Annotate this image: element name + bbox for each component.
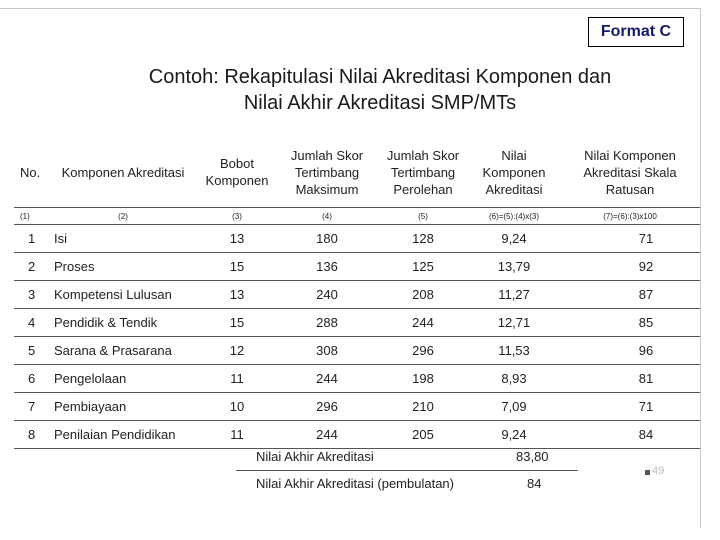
cell-nilai: 9,24 — [468, 225, 560, 253]
table-header-row — [14, 137, 700, 208]
header-perolehan: Jumlah Skor Tertimbang Perolehan — [386, 147, 460, 197]
header-ratusan: Nilai Komponen Akreditasi Skala Ratusan — [583, 147, 677, 197]
cell-nilai: 7,09 — [468, 393, 560, 421]
cell-nilai: 11,53 — [468, 337, 560, 365]
header-bobot: Bobot Komponen — [205, 156, 269, 188]
cell-ratusan: 84 — [560, 421, 700, 449]
cell-no: 6 — [14, 365, 48, 393]
table-body — [14, 225, 700, 449]
slide-frame-top — [0, 8, 700, 15]
col-number: (5) — [378, 208, 468, 225]
cell-maks: 308 — [276, 337, 378, 365]
cell-perolehan: 128 — [378, 225, 468, 253]
cell-perolehan: 208 — [378, 281, 468, 309]
col-number: (4) — [276, 208, 378, 225]
col-number: (2) — [48, 208, 198, 225]
cell-komponen: Pembiayaan — [48, 393, 198, 421]
cell-perolehan: 205 — [378, 421, 468, 449]
summary-divider — [236, 470, 578, 471]
cell-perolehan: 296 — [378, 337, 468, 365]
cell-komponen: Sarana & Prasarana — [48, 337, 198, 365]
cell-maks: 136 — [276, 253, 378, 281]
header-nilai: Nilai Komponen Akreditasi — [482, 147, 546, 197]
cell-no: 1 — [14, 225, 48, 253]
header-no: No. — [20, 164, 41, 180]
cell-ratusan: 85 — [560, 309, 700, 337]
cell-nilai: 9,24 — [468, 421, 560, 449]
col-number: (3) — [198, 208, 276, 225]
col-number: (6)=(5):(4)x(3) — [468, 208, 560, 225]
cell-komponen: Kompetensi Lulusan — [48, 281, 198, 309]
pembulatan-value: 84 — [527, 476, 542, 491]
page-bullet-icon — [645, 470, 650, 475]
cell-nilai: 8,93 — [468, 365, 560, 393]
pembulatan-label: Nilai Akhir Akreditasi (pembulatan) — [256, 476, 454, 491]
slide-frame-right — [700, 8, 701, 528]
cell-ratusan: 71 — [560, 393, 700, 421]
header-komponen: Komponen Akreditasi — [61, 164, 185, 180]
table-row — [14, 225, 700, 253]
cell-no: 4 — [14, 309, 48, 337]
cell-komponen: Isi — [48, 225, 198, 253]
nilai-akhir-label: Nilai Akhir Akreditasi — [256, 449, 374, 464]
table-row — [14, 337, 700, 365]
cell-maks: 244 — [276, 421, 378, 449]
title-line-2: Nilai Akhir Akreditasi SMP/MTs — [243, 92, 517, 114]
header-maks: Jumlah Skor Tertimbang Maksimum — [290, 147, 364, 197]
cell-nilai: 11,27 — [468, 281, 560, 309]
table-row — [14, 309, 700, 337]
rekap-table — [14, 137, 700, 449]
cell-komponen: Pengelolaan — [48, 365, 198, 393]
cell-maks: 288 — [276, 309, 378, 337]
page-number: 49 — [652, 465, 665, 477]
cell-no: 5 — [14, 337, 48, 365]
cell-bobot: 12 — [198, 337, 276, 365]
cell-no: 2 — [14, 253, 48, 281]
col-number: (1) — [14, 208, 48, 225]
cell-perolehan: 244 — [378, 309, 468, 337]
table-row — [14, 281, 700, 309]
cell-maks: 240 — [276, 281, 378, 309]
cell-ratusan: 71 — [560, 225, 700, 253]
table-row — [14, 421, 700, 449]
cell-ratusan: 92 — [560, 253, 700, 281]
cell-maks: 180 — [276, 225, 378, 253]
cell-ratusan: 81 — [560, 365, 700, 393]
page-title — [60, 64, 700, 116]
cell-perolehan: 125 — [378, 253, 468, 281]
cell-bobot: 13 — [198, 281, 276, 309]
table-row — [14, 365, 700, 393]
cell-bobot: 15 — [198, 253, 276, 281]
cell-komponen: Pendidik & Tendik — [48, 309, 198, 337]
title-line-1: Contoh: Rekapitulasi Nilai Akreditasi Komponen dan — [148, 66, 612, 88]
cell-maks: 296 — [276, 393, 378, 421]
cell-komponen: Penilaian Pendidikan — [48, 421, 198, 449]
cell-bobot: 10 — [198, 393, 276, 421]
format-label: Format C — [588, 17, 684, 47]
table-row — [14, 253, 700, 281]
table-row — [14, 393, 700, 421]
cell-ratusan: 87 — [560, 281, 700, 309]
column-number-row — [14, 208, 700, 225]
cell-nilai: 12,71 — [468, 309, 560, 337]
cell-perolehan: 210 — [378, 393, 468, 421]
cell-komponen: Proses — [48, 253, 198, 281]
cell-perolehan: 198 — [378, 365, 468, 393]
cell-bobot: 15 — [198, 309, 276, 337]
cell-no: 3 — [14, 281, 48, 309]
cell-maks: 244 — [276, 365, 378, 393]
cell-no: 7 — [14, 393, 48, 421]
cell-no: 8 — [14, 421, 48, 449]
cell-ratusan: 96 — [560, 337, 700, 365]
cell-bobot: 11 — [198, 365, 276, 393]
cell-bobot: 13 — [198, 225, 276, 253]
cell-nilai: 13,79 — [468, 253, 560, 281]
cell-bobot: 11 — [198, 421, 276, 449]
col-number: (7)=(6):(3)x100 — [560, 208, 700, 225]
nilai-akhir-value: 83,80 — [516, 449, 549, 464]
